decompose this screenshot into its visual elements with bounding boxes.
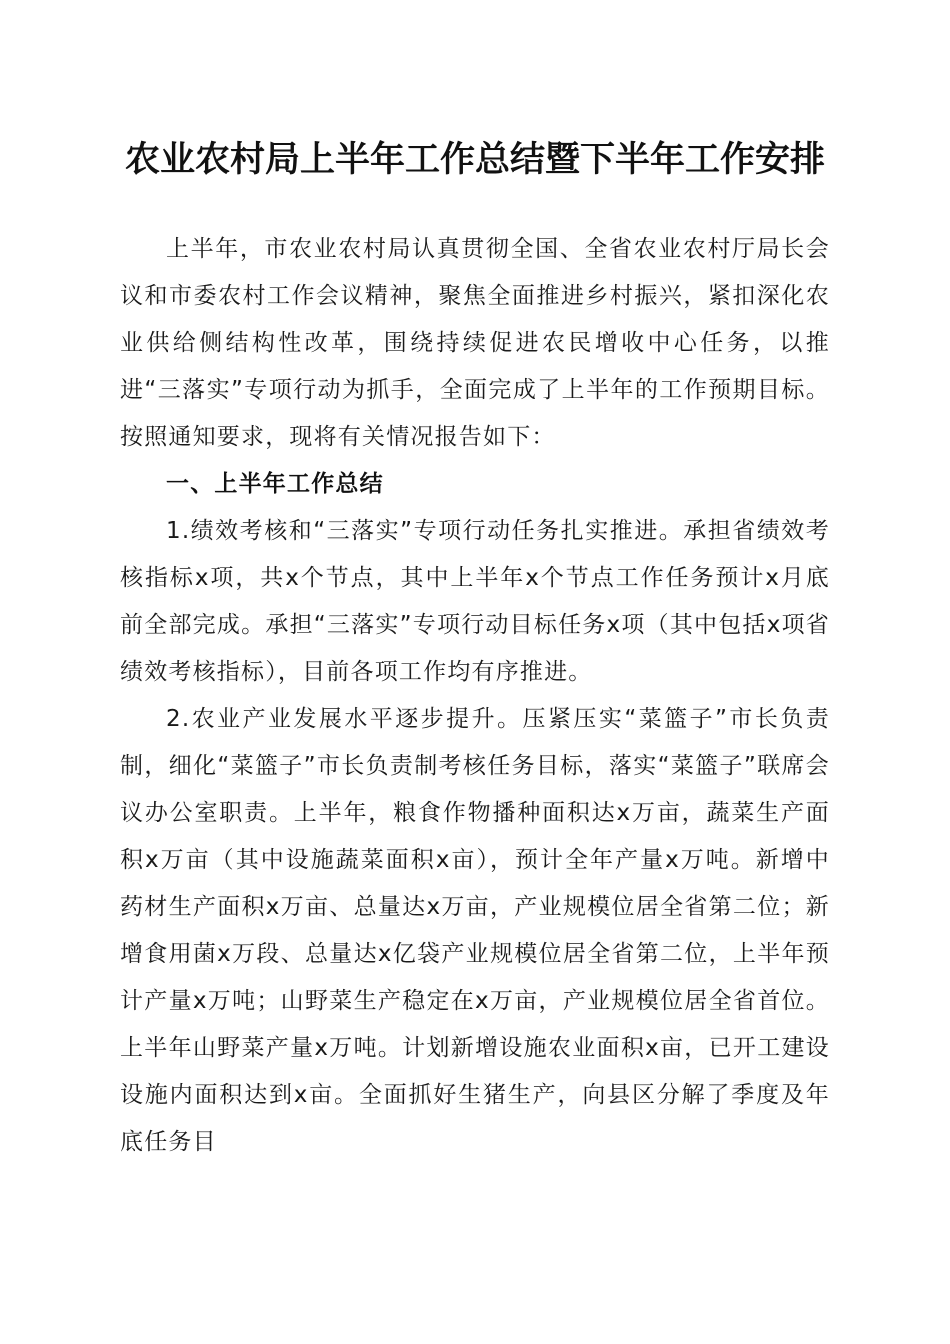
item-paragraph-2: 2.农业产业发展水平逐步提升。压紧压实“菜篮子”市长负责制，细化“菜篮子”市长负责制考核任务目标，落实“菜篮子”联席会议办公室职责。上半年，粮食作物播种面积达x万亩，蔬菜生产面积x万亩（其中设施蔬菜面积x亩），预计全年产量x万吨。新增中药材生产面积x万亩、总量达x万亩，产业规模位居全省第二位；新增食用菌x万段、总量达x亿袋产业规模位居全省第二位，上半年预计产量x万吨；山野菜生产稳定在x万亩，产业规模位居全省首位。上半年山野菜产量x万吨。计划新增设施农业面积x亩，已开工建设设施内面积达到x亩。全面抓好生猪生产，向县区分解了季度及年底任务目 — [120, 706, 830, 1155]
intro-paragraph: 上半年，市农业农村局认真贯彻全国、全省农业农村厅局长会议和市委农村工作会议精神，聚焦全面推进乡村振兴，紧扣深化农业供给侧结构性改革，围绕持续促进农民增收中心任务，以推进“三落实”专项行动为抓手，全面完成了上半年的工作预期目标。按照通知要求，现将有关情况报告如下： — [120, 236, 830, 450]
document-body — [120, 226, 830, 1166]
section-heading-1: 一、上半年工作总结 — [166, 471, 384, 497]
item-paragraph-1: 1.绩效考核和“三落实”专项行动任务扎实推进。承担省绩效考核指标x项，共x个节点，其中上半年x个节点工作任务预计x月底前全部完成。承担“三落实”专项行动目标任务x项（其中包括x项省绩效考核指标），目前各项工作均有序推进。 — [120, 518, 830, 685]
document-title: 农业农村局上半年工作总结暨下半年工作安排 — [124, 139, 825, 180]
